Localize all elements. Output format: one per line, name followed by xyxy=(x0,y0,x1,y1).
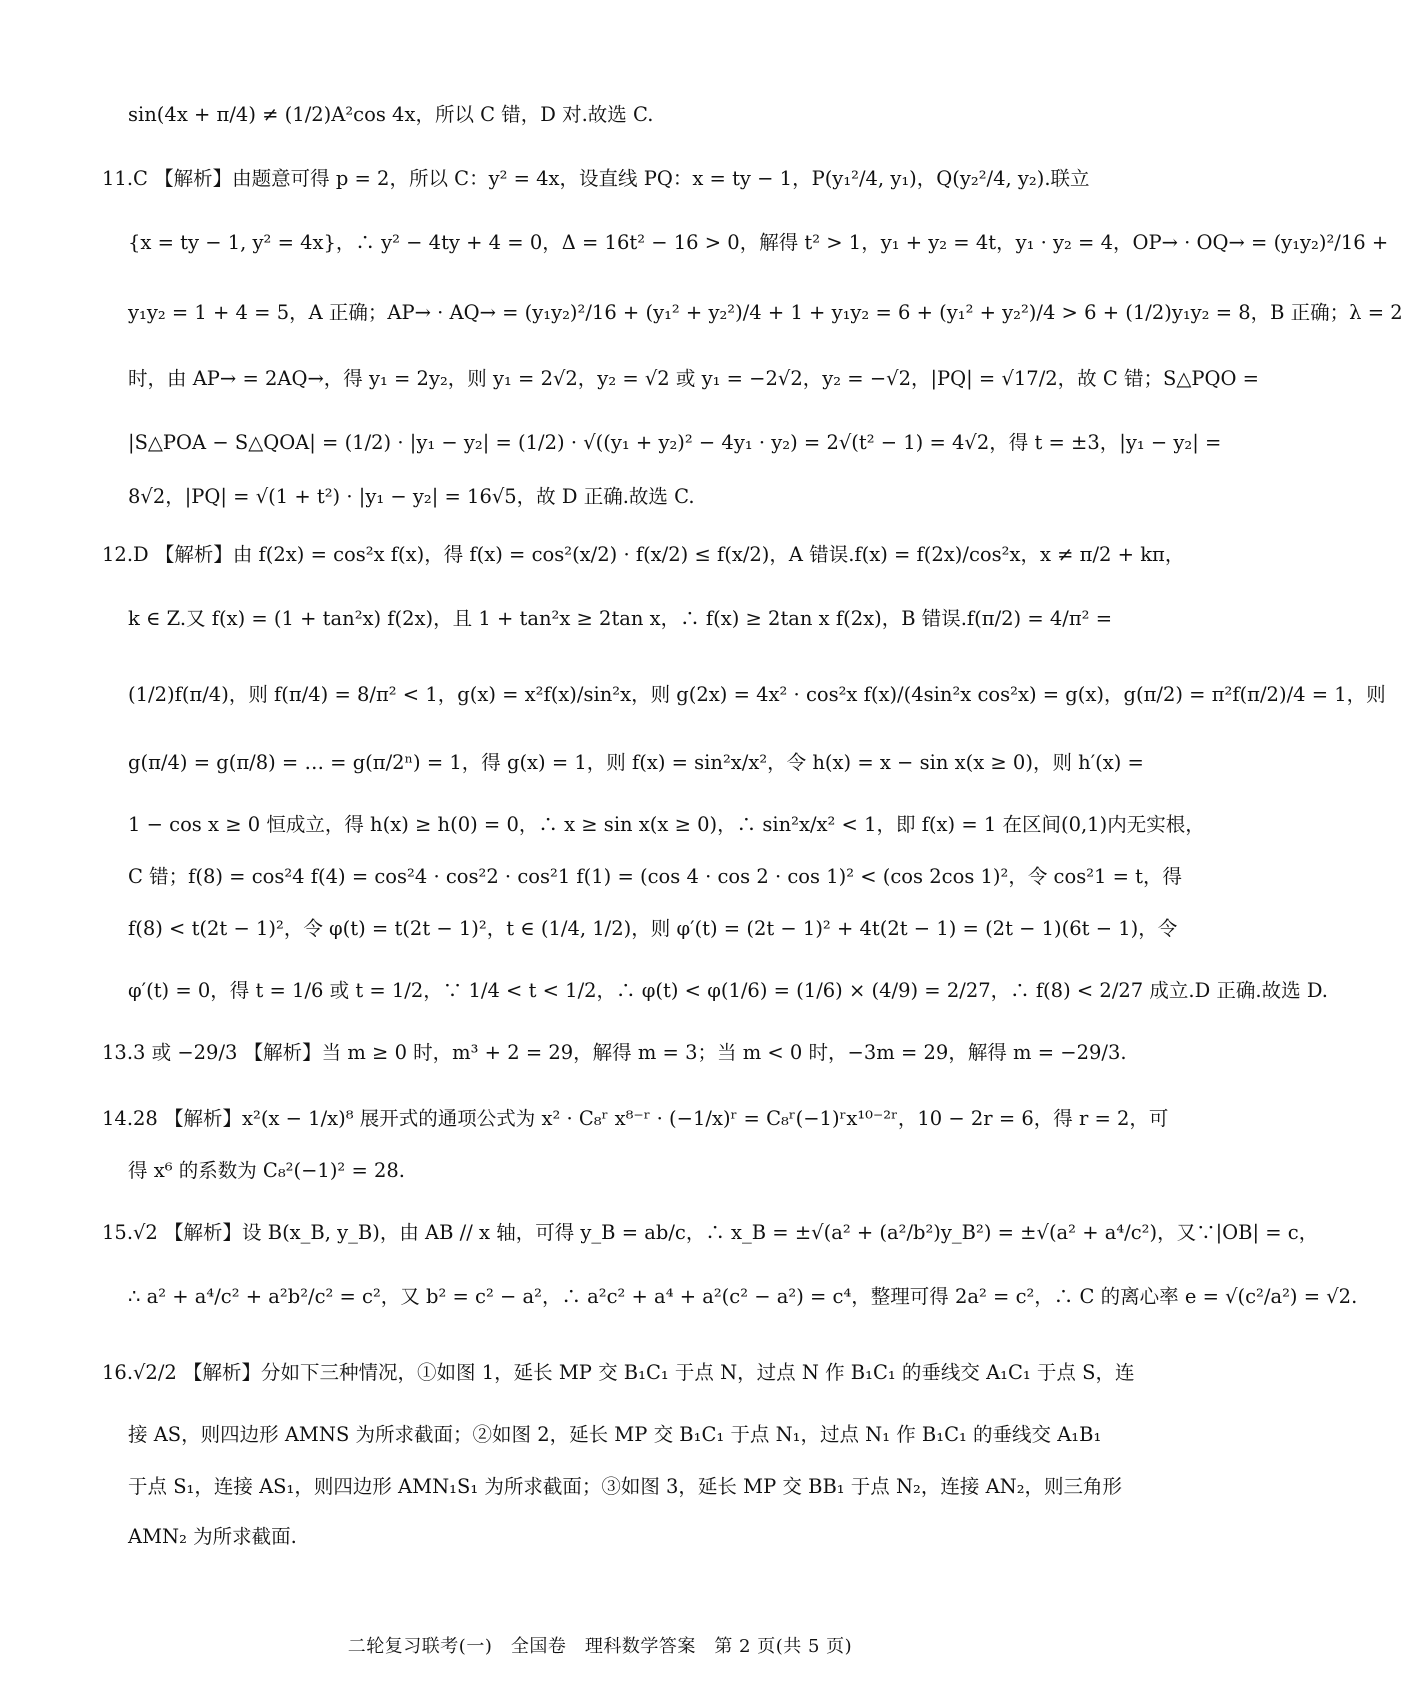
solution-15-line-1: 15.√2 【解析】设 B(x_B, y_B)，由 AB // x 轴，可得 y_B = ab/c，∴ x_B = ±√(a² + (a²/b²)y_B²) = ±√(a² + a⁴/c²)，又∵|OB| = c， xyxy=(102,1221,1319,1244)
solution-16-line-2: 接 AS，则四边形 AMNS 为所求截面；②如图 2，延长 MP 交 B₁C₁ 于点 N₁，过点 N₁ 作 B₁C₁ 的垂线交 A₁B₁ xyxy=(128,1423,1102,1446)
solution-16-line-4: AMN₂ 为所求截面. xyxy=(128,1525,297,1548)
solution-14-line-2: 得 x⁶ 的系数为 C₈²(−1)² = 28. xyxy=(128,1159,405,1182)
solution-11-line-1: 11.C 【解析】由题意可得 p = 2，所以 C：y² = 4x，设直线 PQ：x = ty − 1，P(y₁²/4, y₁)，Q(y₂²/4, y₂).联立 xyxy=(102,167,1090,190)
solution-12-line-1: 12.D 【解析】由 f(2x) = cos²x f(x)，得 f(x) = cos²(x/2) · f(x/2) ≤ f(x/2)，A 错误.f(x) = f(2x)/cos²x，x ≠ π/2 + kπ， xyxy=(102,543,1185,566)
solution-16-line-3: 于点 S₁，连接 AS₁，则四边形 AMN₁S₁ 为所求截面；③如图 3，延长 MP 交 BB₁ 于点 N₂，连接 AN₂，则三角形 xyxy=(128,1475,1123,1498)
solution-11-line-5: |S△POA − S△QOA| = (1/2) · |y₁ − y₂| = (1/2) · √((y₁ + y₂)² − 4y₁ · y₂) = 2√(t² − 1) = 4√2，得 t = ±3，|y₁ − y₂| = xyxy=(128,431,1222,454)
solution-12-line-4: g(π/4) = g(π/8) = … = g(π/2ⁿ) = 1，得 g(x) = 1，则 f(x) = sin²x/x²，令 h(x) = x − sin x(x ≥ 0)，则 h′(x) = xyxy=(128,751,1144,774)
solution-13-line-1: 13.3 或 −29/3 【解析】当 m ≥ 0 时，m³ + 2 = 29，解得 m = 3；当 m < 0 时，−3m = 29，解得 m = −29/3. xyxy=(102,1041,1127,1064)
solution-12-line-2: k ∈ Z.又 f(x) = (1 + tan²x) f(2x)，且 1 + tan²x ≥ 2tan x，∴ f(x) ≥ 2tan x f(2x)，B 错误.f(π/2) = 4/π² = xyxy=(128,607,1113,630)
solution-16-line-1: 16.√2/2 【解析】分如下三种情况，①如图 1，延长 MP 交 B₁C₁ 于点 N，过点 N 作 B₁C₁ 的垂线交 A₁C₁ 于点 S，连 xyxy=(102,1361,1135,1384)
solution-11-line-4: 时，由 AP→ = 2AQ→，得 y₁ = 2y₂，则 y₁ = 2√2，y₂ = √2 或 y₁ = −2√2，y₂ = −√2，|PQ| = √17/2，故 C 错；S△PQO = xyxy=(128,367,1259,390)
solution-11-line-3: y₁y₂ = 1 + 4 = 5，A 正确；AP→ · AQ→ = (y₁y₂)²/16 + (y₁² + y₂²)/4 + 1 + y₁y₂ = 6 + (y₁² + y₂²)/4 > 6 + (1/2)y₁y₂ = 8，B 正确；λ = 2 xyxy=(128,301,1403,324)
solution-14-line-1: 14.28 【解析】x²(x − 1/x)⁸ 展开式的通项公式为 x² · C₈ʳ x⁸⁻ʳ · (−1/x)ʳ = C₈ʳ(−1)ʳx¹⁰⁻²ʳ，10 − 2r = 6，得 r = 2，可 xyxy=(102,1107,1169,1130)
solution-12-line-5: 1 − cos x ≥ 0 恒成立，得 h(x) ≥ h(0) = 0，∴ x ≥ sin x(x ≥ 0)，∴ sin²x/x² < 1，即 f(x) = 1 在区间(0,1)内无实根， xyxy=(128,813,1205,836)
solution-12-line-6: C 错；f(8) = cos²4 f(4) = cos²4 · cos²2 · cos²1 f(1) = (cos 4 · cos 2 · cos 1)² < (cos 2cos 1)²，令 cos²1 = t，得 xyxy=(128,865,1183,888)
solution-12-line-3: (1/2)f(π/4)，则 f(π/4) = 8/π² < 1，g(x) = x²f(x)/sin²x，则 g(2x) = 4x² · cos²x f(x)/(4sin²x cos²x) = g(x)，g(π/2) = π²f(π/2)/4 = 1，则 xyxy=(128,683,1386,706)
solution-11-line-6: 8√2，|PQ| = √(1 + t²) · |y₁ − y₂| = 16√5，故 D 正确.故选 C. xyxy=(128,485,695,508)
page-footer: 二轮复习联考(一) 全国卷 理科数学答案 第 2 页(共 5 页) xyxy=(347,1636,853,1657)
solution-12-line-7: f(8) < t(2t − 1)²，令 φ(t) = t(2t − 1)²，t ∈ (1/4, 1/2)，则 φ′(t) = (2t − 1)² + 4t(2t − 1) = (2t − 1)(6t − 1)，令 xyxy=(128,917,1178,940)
solution-12-line-8: φ′(t) = 0，得 t = 1/6 或 t = 1/2，∵ 1/4 < t < 1/2，∴ φ(t) < φ(1/6) = (1/6) × (4/9) = 2/27，∴ f(8) < 2/27 成立.D 正确.故选 D. xyxy=(128,979,1328,1002)
solution-11-line-2: {x = ty − 1, y² = 4x}，∴ y² − 4ty + 4 = 0，Δ = 16t² − 16 > 0，解得 t² > 1，y₁ + y₂ = 4t，y₁ · y₂ = 4，OP→ · OQ→ = (y₁y₂)²/16 + xyxy=(128,231,1389,254)
solution-line-1: sin(4x + π/4) ≠ (1/2)A²cos 4x，所以 C 错，D 对.故选 C. xyxy=(128,103,654,126)
solution-15-line-2: ∴ a² + a⁴/c² + a²b²/c² = c²，又 b² = c² − a²，∴ a²c² + a⁴ + a²(c² − a²) = c⁴，整理可得 2a² = c²，∴ C 的离心率 e = √(c²/a²) = √2. xyxy=(128,1285,1358,1308)
